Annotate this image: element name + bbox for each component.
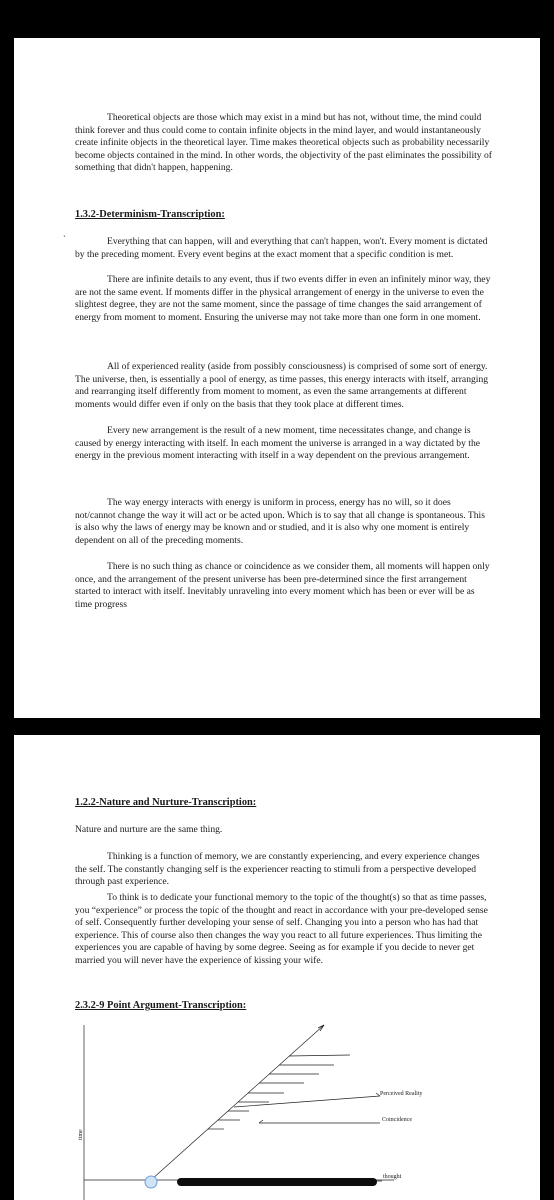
argument-diagram	[14, 735, 540, 1200]
home-indicator-bar[interactable]	[177, 1178, 377, 1186]
paragraph-determinism-3: All of experienced reality (aside from possibly consciousness) is comprised of some sort of energy. The universe, then, is essentially a pool of energy, as time passes, this energy interacts with itself, arranging and rearranging itself differently from moment to moment, as even the same arrangements at different moments would differ even if only on the basis that they took place at different times.	[75, 361, 489, 410]
paragraph-determinism-4: Every new arrangement is the result of a new moment, time necessitates change, and change is caused by energy interacting with itself. In each moment the universe is arranged in a way dictated by the energy in the previous moment interacting with itself in a way dependent on the previous arrangement.	[75, 425, 481, 462]
perceived-reality-line	[234, 1096, 380, 1107]
paragraph-determinism-6: There is no such thing as chance or coincidence as we consider them, all moments will happen only once, and the arrangement of the present universe has been pre-determined since the first arrangement started to interact with itself. Inevitably unraveling into every moment which has been or ever will be as time progress	[75, 561, 490, 610]
document-page-1	[14, 38, 540, 718]
label-perceived-reality: Perceived Reality	[380, 1091, 423, 1097]
label-coincidence: Coincidence	[382, 1117, 412, 1123]
section-heading-nine-point: 2.3.2-9 Point Argument-Transcription:	[75, 1000, 247, 1011]
paragraph-theoretical-objects: Theoretical objects are those which may exist in a mind but has not, without time, the mind could think forever and thus could come to contain infinite objects in the mind layer, and would instantaneously create infinite objects in the theoretical layer. Time makes theoretical objects such as probability necessarily become objects contained in the mind. In other words, the objectivity of the past eliminates the possibility of something that didn't happen, happening.	[75, 112, 492, 174]
section-heading-nature-nurture: 1.2.2-Nature and Nurture-Transcription:	[75, 797, 257, 808]
paragraph-determinism-1: Everything that can happen, will and everything that can't happen, won't. Every moment is dictated by the preceding moment. Every event begins at the exact moment that a specific condition is met.	[75, 236, 488, 260]
paragraph-nature-1: Nature and nurture are the same thing.	[75, 824, 223, 835]
paragraph-nature-3: To think is to dedicate your functional memory to the topic of the thought(s) so that as time passes, you “experience” or process the topic of the thought and react in accordance with your pre-developed sense of self. Consequently further developing your sense of self. Changing you into a person who has had that experience. This of course also then changes the way you react to all future experiences. Thus limiting the experiences you are capable of having by some degree. Seeing as for example if you decide to never get married you will never have the experience of kissing your wife.	[75, 892, 488, 966]
label-thought: thought	[383, 1174, 402, 1180]
document-page-2	[14, 735, 540, 1200]
paragraph-determinism-5: The way energy interacts with energy is uniform in process, energy has no will, so it does not/cannot change the way it will act or be acted upon. Which is to say that all change is spontaneous. This is also why the laws of energy may be known and or studied, and it is also why one moment is entirely dependent on all of the preceding moments.	[75, 497, 485, 546]
label-time-axis: time	[78, 1129, 84, 1140]
section-heading-determinism: 1.3.2-Determinism-Transcription:	[75, 209, 225, 220]
paragraph-determinism-2: There are infinite details to any event, thus if two events differ in even an infinitely minor way, they are not the same event. If moments differ in the physical arrangement of energy in the universe to even the slightest degree, they are not the same moment, since the passage of time changes the said arrangement of energy from moment to moment. Ensuring the universe may not take more than one form in one moment.	[75, 274, 491, 323]
stray-mark: `	[63, 234, 66, 244]
paragraph-nature-2: Thinking is a function of memory, we are constantly experiencing, and every experience changes the self. The constantly changing self is the experiencer reacting to stimuli from a perspective developed through past experience.	[75, 851, 480, 888]
cursor-handle-icon	[145, 1176, 157, 1188]
